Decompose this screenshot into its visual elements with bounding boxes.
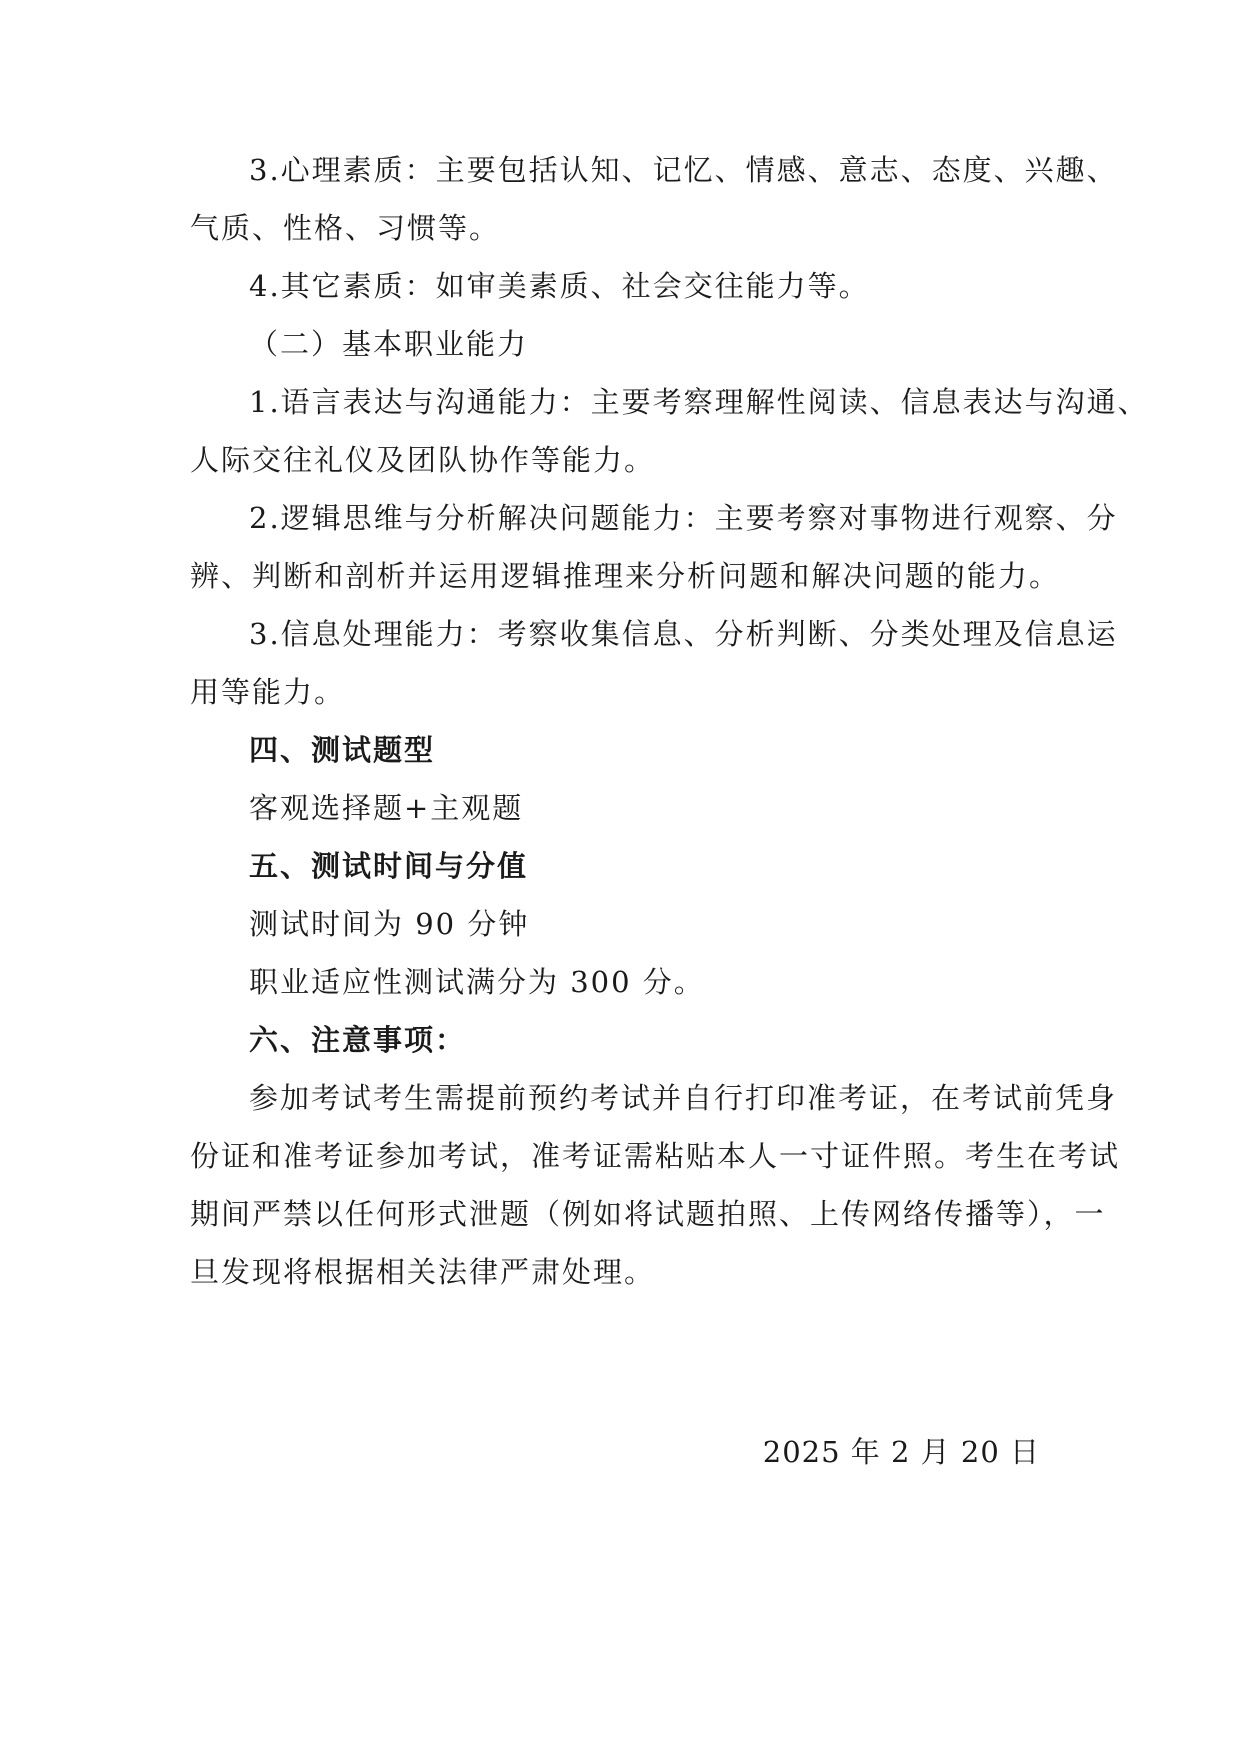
notes-line-4: 旦发现将根据相关法律严肃处理。 xyxy=(190,1255,656,1289)
heading-notes: 六、注意事项： xyxy=(249,1023,467,1057)
question-types-text: 客观选择题+主观题 xyxy=(249,791,524,825)
section-basic-vocational-ability: （二）基本职业能力 xyxy=(249,327,529,361)
psychological-quality-line-1: 3.心理素质：主要包括认知、记忆、情感、意志、态度、兴趣、 xyxy=(249,153,1118,187)
notes-line-3: 期间严禁以任何形式泄题（例如将试题拍照、上传网络传播等），一 xyxy=(190,1197,1106,1231)
document-date: 2025 年 2 月 20 日 xyxy=(762,1435,1040,1469)
full-score-text: 职业适应性测试满分为 300 分。 xyxy=(249,965,705,999)
logic-ability-line-1: 2.逻辑思维与分析解决问题能力：主要考察对事物进行观察、分 xyxy=(249,501,1118,535)
info-processing-line-1: 3.信息处理能力：考察收集信息、分析判断、分类处理及信息运 xyxy=(249,617,1118,651)
language-ability-line-2: 人际交往礼仪及团队协作等能力。 xyxy=(190,443,656,477)
notes-line-2: 份证和准考证参加考试，准考证需粘贴本人一寸证件照。考生在考试 xyxy=(190,1139,1121,1173)
other-quality-line: 4.其它素质：如审美素质、社会交往能力等。 xyxy=(249,269,870,303)
notes-line-1: 参加考试考生需提前预约考试并自行打印准考证，在考试前凭身 xyxy=(249,1081,1118,1115)
psychological-quality-line-2: 气质、性格、习惯等。 xyxy=(190,211,501,245)
heading-test-question-types: 四、测试题型 xyxy=(249,733,436,767)
language-ability-line-1: 1.语言表达与沟通能力：主要考察理解性阅读、信息表达与沟通、 xyxy=(249,385,1149,419)
logic-ability-line-2: 辨、判断和剖析并运用逻辑推理来分析问题和解决问题的能力。 xyxy=(190,559,1060,593)
heading-test-time-and-score: 五、测试时间与分值 xyxy=(249,849,529,883)
info-processing-line-2: 用等能力。 xyxy=(190,675,346,709)
test-duration-text: 测试时间为 90 分钟 xyxy=(249,907,530,941)
